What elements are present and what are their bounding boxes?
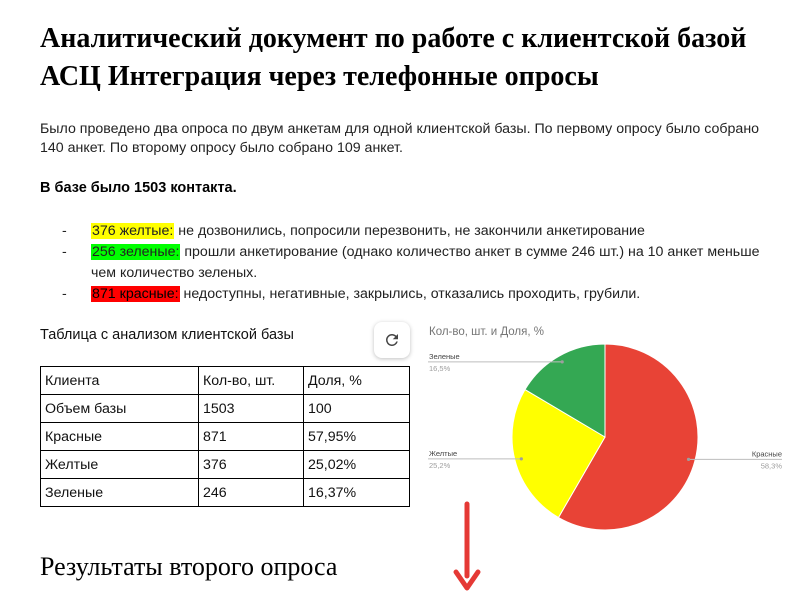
- table-cell: Желтые: [41, 451, 199, 479]
- pie-slice-percent: 25,2%: [429, 460, 451, 470]
- table-cell: 376: [199, 451, 304, 479]
- bullet-dash: -: [62, 223, 67, 239]
- highlight-yellow: 376 желтые:: [92, 223, 174, 239]
- table-header-cell: Доля, %: [304, 367, 410, 395]
- table-cell: 100: [304, 395, 410, 423]
- highlight-red: 871 красные:: [92, 286, 179, 302]
- table-cell: Зеленые: [41, 479, 199, 507]
- refresh-button[interactable]: [374, 322, 410, 358]
- list-item-yellow: [62, 221, 782, 242]
- table-cell: 16,37%: [304, 479, 410, 507]
- table-cell: 25,02%: [304, 451, 410, 479]
- pie-leader-dot: [687, 458, 690, 461]
- list-item-red: [62, 284, 782, 305]
- table-cell: Красные: [41, 423, 199, 451]
- list-item-green: [62, 242, 782, 284]
- table-row: [41, 423, 410, 451]
- table-row: [41, 479, 410, 507]
- pie-slice-label: Желтые: [429, 448, 458, 458]
- table-cell: Объем базы: [41, 395, 199, 423]
- table-caption: Таблица с анализом клиентской базы: [40, 327, 294, 343]
- highlight-green: 256 зеленые:: [92, 244, 180, 260]
- list-item-text: недоступны, негативные, закрылись, отказались проходить, грубили.: [179, 286, 641, 302]
- contacts-count-line: В базе было 1503 контакта.: [40, 180, 237, 196]
- bullet-dash: -: [62, 244, 67, 260]
- section-heading: Результаты второго опроса: [40, 552, 338, 581]
- table-cell: 1503: [199, 395, 304, 423]
- document-title: Аналитический документ по работе с клиентской базой АСЦ Интеграция через телефонные опросы: [40, 23, 747, 92]
- table-cell: 871: [199, 423, 304, 451]
- refresh-icon: [383, 331, 401, 349]
- table-row: [41, 451, 410, 479]
- segment-list: [62, 221, 782, 305]
- pie-leader-dot: [520, 457, 523, 460]
- chart-title: Кол-во, шт. и Доля, %: [429, 326, 544, 338]
- list-item-text: не дозвонились, попросили перезвонить, не закончили анкетирование: [174, 223, 645, 239]
- pie-slice-label: Красные: [751, 449, 782, 459]
- pie-slice-percent: 16,5%: [429, 363, 451, 373]
- pie-leader-dot: [561, 360, 564, 363]
- analysis-table: [40, 366, 410, 507]
- bullet-dash: -: [62, 286, 67, 302]
- arrow-down-icon: [452, 500, 482, 600]
- table-cell: 57,95%: [304, 423, 410, 451]
- pie-slice-label: Зеленые: [429, 351, 460, 361]
- table-header-cell: Кол-во, шт.: [199, 367, 304, 395]
- table-cell: 246: [199, 479, 304, 507]
- table-header-cell: Клиента: [41, 367, 199, 395]
- list-item-text: прошли анкетирование (однако количество анкет в сумме 246 шт.) на 10 анкет меньше чем количество зеленых.: [91, 244, 760, 281]
- table-row: [41, 395, 410, 423]
- intro-paragraph: Было проведено два опроса по двум анкетам для одной клиентской базы. По первому опросу было собрано 140 анкет. По второму опросу было собрано 109 анкет.: [40, 121, 760, 156]
- table-header-row: [41, 367, 410, 395]
- pie-slice-percent: 58,3%: [760, 461, 782, 471]
